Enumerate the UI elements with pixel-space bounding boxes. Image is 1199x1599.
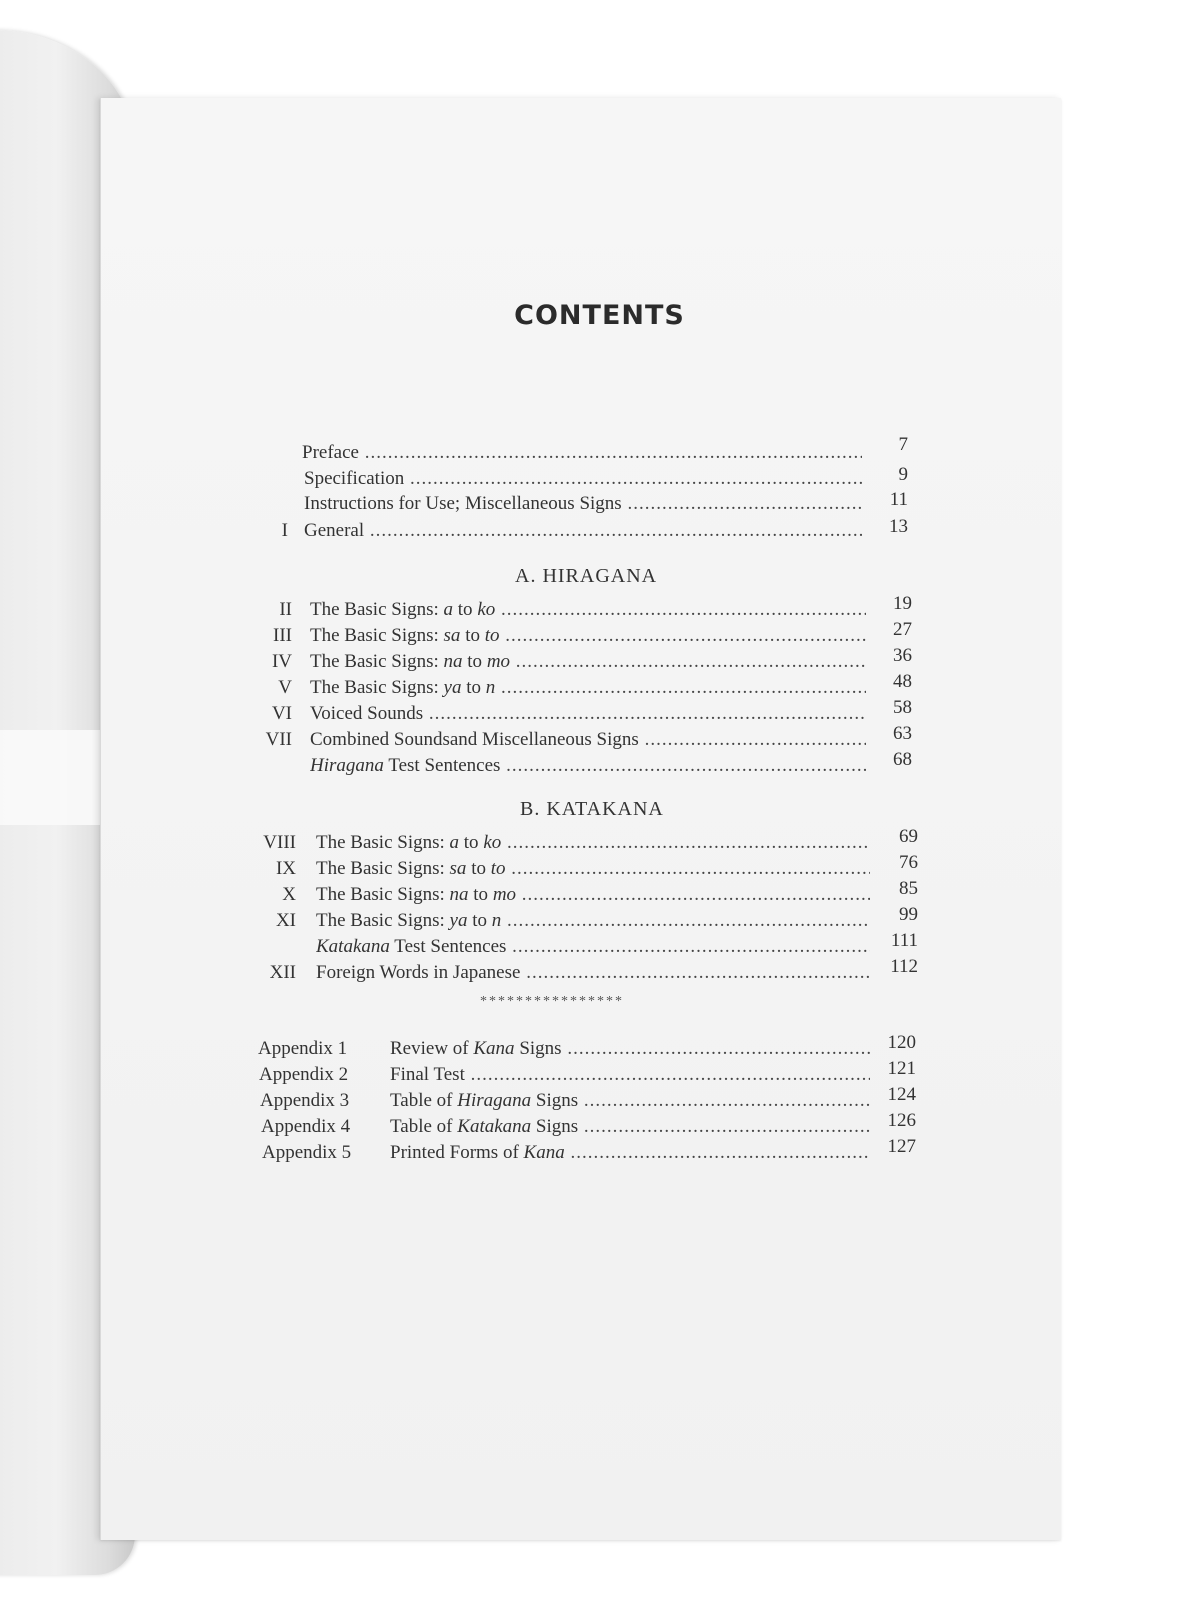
toc-page-number: 111: [890, 930, 918, 951]
toc-entry-label: [310, 701, 866, 727]
chapter-number: X: [282, 884, 296, 905]
chapter-number: VIII: [263, 832, 296, 853]
italic-term: to: [490, 858, 506, 879]
entry-text: to: [460, 625, 485, 646]
toc-entry-label: [316, 882, 870, 908]
toc-entry-label: [390, 1062, 870, 1088]
entry-text: Final Test: [390, 1064, 465, 1085]
entry-text: The Basic Signs:: [310, 599, 444, 620]
italic-term: Hiragana: [310, 755, 384, 776]
entry-text: Test Sentences: [389, 936, 507, 957]
toc-page-number: 112: [890, 956, 918, 977]
section-heading-hiragana: A. HIRAGANA: [515, 565, 658, 587]
italic-term: Kana: [473, 1038, 515, 1059]
italic-term: Katakana: [316, 936, 390, 957]
toc-entry-label: [390, 1114, 870, 1140]
italic-term: sa: [449, 858, 467, 879]
italic-term: Kana: [523, 1142, 565, 1163]
italic-term: ya: [449, 910, 468, 931]
toc-page-number: 11: [889, 489, 908, 510]
italic-term: ya: [443, 677, 462, 698]
italic-term: na: [449, 884, 469, 905]
italic-term: n: [491, 910, 502, 931]
toc-entry-label: [316, 908, 870, 934]
italic-term: a: [449, 832, 460, 853]
toc-entry-label: [390, 1140, 870, 1166]
toc-entry-label: [316, 934, 870, 960]
chapter-number: VI: [271, 703, 292, 724]
entry-text: to: [459, 832, 484, 853]
toc-page-number: 36: [893, 645, 912, 666]
toc-page-number: 126: [887, 1110, 916, 1131]
chapter-number: IV: [271, 651, 292, 672]
entry-text: to: [467, 910, 492, 931]
toc-page-number: 127: [887, 1136, 916, 1157]
appendix-label: Appendix 5: [262, 1142, 352, 1163]
italic-term: na: [443, 651, 463, 672]
chapter-number: IX: [275, 858, 296, 879]
entry-text: The Basic Signs:: [310, 677, 444, 698]
entry-text: Foreign Words in Japanese: [316, 962, 521, 983]
section-heading-katakana: B. KATAKANA: [520, 798, 664, 820]
entry-text: to: [453, 599, 478, 620]
toc-entry-label: [390, 1088, 870, 1114]
toc-entry-label: [316, 960, 870, 986]
italic-term: a: [443, 599, 454, 620]
toc-page-number: 120: [887, 1032, 916, 1053]
toc-entry-label: [310, 649, 866, 675]
toc-entry-label: Specification .....: [304, 466, 862, 492]
toc-entry-label: Instructions for Use; Miscellaneous Signs .....: [304, 491, 862, 517]
appendix-label: Appendix 3: [260, 1090, 350, 1111]
toc-entry-label: [310, 727, 866, 753]
section-divider: ****************: [480, 994, 624, 1009]
chapter-number: III: [273, 625, 292, 646]
toc-page-number: 68: [893, 749, 912, 770]
toc-page-number: 48: [893, 671, 912, 692]
toc-entry-label: [316, 856, 870, 882]
entry-text: Review of: [390, 1038, 474, 1059]
chapter-number: VII: [265, 729, 292, 750]
toc-entry-label: [310, 597, 866, 623]
entry-text: to: [461, 677, 486, 698]
appendix-label: Appendix 2: [259, 1064, 349, 1085]
chapter-number: II: [279, 599, 292, 620]
entry-text: Signs: [531, 1090, 579, 1111]
entry-text: to: [462, 651, 487, 672]
chapter-number: V: [278, 677, 292, 698]
italic-term: ko: [477, 599, 496, 620]
toc-entry-label: [310, 753, 866, 779]
toc-page-number: 85: [899, 878, 918, 899]
italic-term: mo: [492, 884, 517, 905]
toc-entry-label: [310, 623, 866, 649]
toc-page-number: 99: [899, 904, 918, 925]
entry-text: Signs: [531, 1116, 579, 1137]
entry-text: Voiced Sounds: [310, 703, 424, 724]
toc-entry-label: General .....: [304, 518, 862, 544]
italic-term: mo: [486, 651, 511, 672]
toc-page-number: 27: [893, 619, 912, 640]
entry-text: to: [468, 884, 493, 905]
chapter-number: I: [281, 520, 288, 541]
italic-term: Hiragana: [457, 1090, 532, 1111]
toc-page-number: 63: [893, 723, 912, 744]
appendix-label: Appendix 1: [258, 1038, 348, 1059]
entry-text: Signs: [514, 1038, 562, 1059]
toc-entry-label: Preface .....: [302, 440, 862, 466]
italic-term: Katakana: [457, 1116, 532, 1137]
entry-text: Table of: [390, 1116, 458, 1137]
toc-page-number: 69: [899, 826, 918, 847]
entry-text: The Basic Signs:: [316, 858, 450, 879]
toc-entry-label: [316, 830, 870, 856]
toc-entry-label: [310, 675, 866, 701]
toc-page-number: 7: [898, 434, 908, 455]
toc-page-number: 58: [893, 697, 912, 718]
entry-text: to: [466, 858, 491, 879]
entry-text: Printed Forms of: [390, 1142, 524, 1163]
toc-entry-label: [390, 1036, 870, 1062]
toc-page-number: 13: [889, 516, 908, 537]
chapter-number: XII: [269, 962, 296, 983]
entry-text: The Basic Signs:: [316, 884, 450, 905]
toc-page-number: 9: [898, 464, 908, 485]
italic-term: n: [485, 677, 496, 698]
italic-term: sa: [443, 625, 461, 646]
entry-text: The Basic Signs:: [316, 910, 450, 931]
entry-text: Table of: [390, 1090, 458, 1111]
toc-page-number: 124: [887, 1084, 916, 1105]
entry-text: Combined Soundsand Miscellaneous Signs: [310, 729, 639, 750]
entry-text: Test Sentences: [383, 755, 501, 776]
entry-text: The Basic Signs:: [310, 625, 444, 646]
chapter-number: XI: [275, 910, 296, 931]
toc-page-number: 76: [899, 852, 918, 873]
italic-term: ko: [483, 832, 502, 853]
toc-page-number: 121: [887, 1058, 916, 1079]
toc-page-number: 19: [893, 593, 912, 614]
entry-text: The Basic Signs:: [316, 832, 450, 853]
entry-text: The Basic Signs:: [310, 651, 444, 672]
italic-term: to: [484, 625, 500, 646]
contents-title: CONTENTS: [514, 300, 685, 331]
appendix-label: Appendix 4: [261, 1116, 351, 1137]
